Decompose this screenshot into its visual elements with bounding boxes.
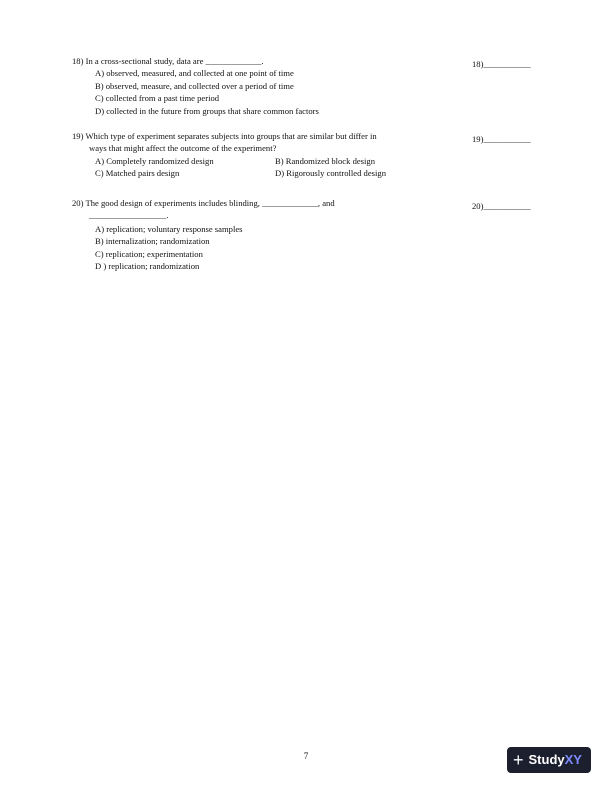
studyxy-logo[interactable] [507, 747, 591, 773]
option-b: B) Randomized block design [275, 155, 376, 166]
question-stem-continued: __________________. [89, 210, 169, 221]
option-d: D) collected in the future from groups that share common factors [95, 105, 319, 116]
options-list [95, 67, 319, 117]
option-b: B) internalization; randomization [95, 236, 210, 247]
answer-blank: 19)___________ [472, 134, 531, 144]
question-stem-continued: ways that might affect the outcome of the experiment? [89, 143, 277, 154]
question-stem: 20) The good design of experiments includes blinding, _____________, and [72, 198, 335, 208]
option-b: B) observed, measure, and collected over a period of time [95, 80, 294, 91]
option-d: D) Rigorously controlled design [275, 168, 386, 179]
option-a: A) Completely randomized design [95, 155, 214, 166]
options-list [95, 223, 243, 273]
option-c: C) collected from a past time period [95, 93, 220, 104]
logo-word: Study [528, 751, 565, 767]
option-c: C) Matched pairs design [95, 168, 180, 179]
page-number: 7 [303, 751, 309, 761]
answer-blank: 20)___________ [472, 201, 531, 211]
plus-icon: + [513, 750, 524, 770]
logo-accent: XY [564, 751, 582, 767]
answer-blank: 18)___________ [472, 59, 531, 69]
option-c: C) replication; experimentation [95, 248, 203, 259]
option-a: A) observed, measured, and collected at one point of time [95, 68, 294, 79]
question-stem: 18) In a cross-sectional study, data are _____________. [72, 56, 264, 66]
question-stem: 19) Which type of experiment separates subjects into groups that are similar but differ in [72, 131, 377, 141]
option-a: A) replication; voluntary response samples [95, 224, 243, 234]
option-d: D ) replication; randomization [95, 261, 200, 272]
